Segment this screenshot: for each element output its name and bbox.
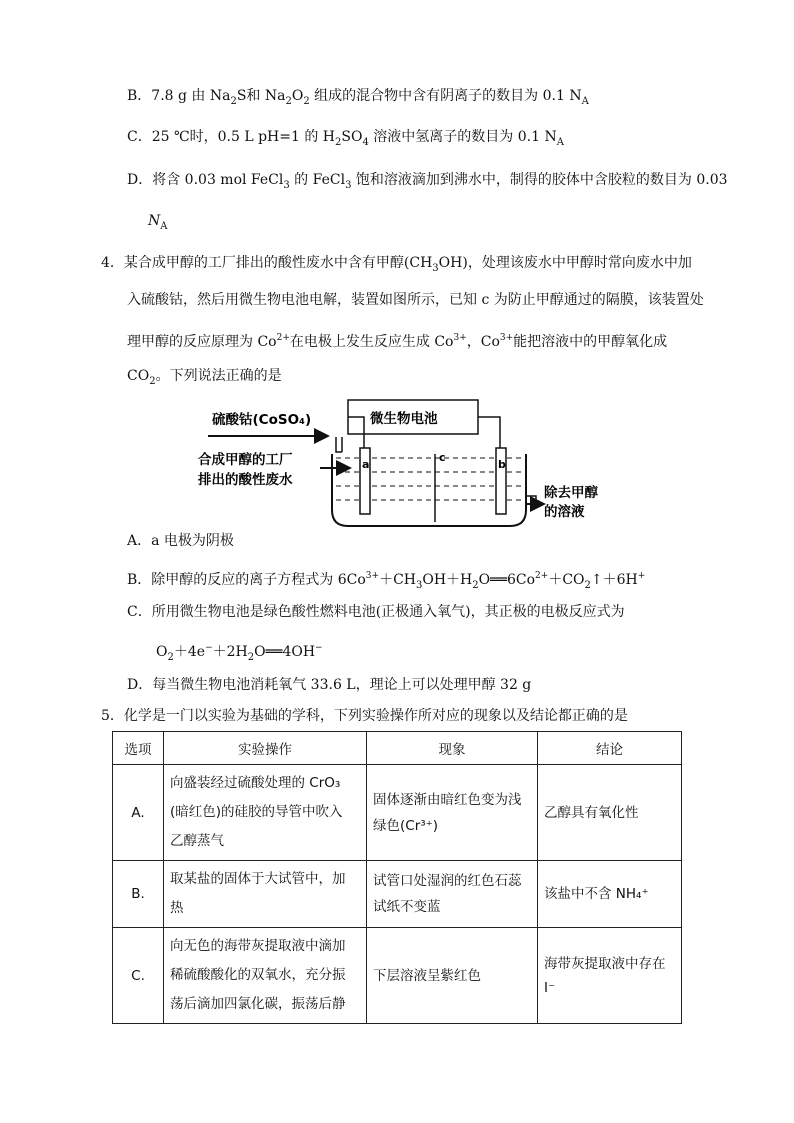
- row-a-operation-line-3: 乙醇蒸气: [170, 833, 224, 849]
- label-waste-water-2: 排出的酸性废水: [198, 472, 293, 488]
- row-b-phenomenon-line-1: 试管口处湿润的红色石蕊: [373, 873, 522, 889]
- row-c-conclusion-line-2: I⁻: [544, 979, 556, 996]
- q4-stem-line-4: $CO_2$。下列说法正确的是: [127, 368, 282, 387]
- q3-option-b: B．7.8 g 由 $Na_2S$和 $Na_2O_2$ 组成的混合物中含有阴离子的数目为 0.1 $N_A$: [127, 88, 589, 107]
- row-b-operation-line-2: 热: [170, 900, 184, 916]
- header-conclusion: 结论: [538, 732, 682, 765]
- header-operation: 实验操作: [164, 732, 367, 765]
- row-a-conclusion: 乙醇具有氧化性: [538, 765, 682, 861]
- row-a-option: A.: [113, 765, 164, 861]
- row-c-operation-line-2: 稀硫酸酸化的双氧水，充分振: [170, 967, 346, 983]
- row-b-option: B.: [113, 861, 164, 928]
- label-electrode-a: a: [362, 458, 370, 471]
- table-row: [113, 765, 682, 861]
- q3-option-c: C．25 ℃时，0.5 L pH=1 的 $H_2SO_4$ 溶液中氢离子的数目为 0.1 $N_A$: [127, 129, 564, 148]
- label-cobalt-sulfate: 硫酸钴(CoSO₄): [212, 412, 312, 428]
- row-a-operation-line-1: 向盛装经过硫酸处理的 CrO₃: [170, 775, 341, 791]
- q5-stem: 5．化学是一门以实验为基础的学科，下列实验操作所对应的现象以及结论都正确的是: [101, 708, 628, 724]
- row-c-operation: [164, 928, 367, 1024]
- row-b-operation: [164, 861, 367, 928]
- header-phenomenon: 现象: [367, 732, 538, 765]
- q3-option-d: D．将含 0.03 mol FeCl$_3$ 的 FeCl$_3$ 饱和溶液滴加到沸水中，制得的胶体中含胶粒的数目为 0.03: [127, 172, 728, 191]
- q4-option-a: A．a 电极为阴极: [127, 533, 234, 549]
- row-a-phenomenon-line-1: 固体逐渐由暗红色变为浅: [373, 791, 522, 808]
- q4-option-c-line-2: $O_2+4e^-+2H_2O══4OH^-$: [156, 643, 323, 663]
- q4-option-b: B．除甲醇的反应的离子方程式为 $6Co^{3+}+CH_3OH+H_2O══6Co^{2+}+CO_2↑+6H^+$: [127, 571, 646, 591]
- row-b-phenomenon-line-2: 试纸不变蓝: [373, 899, 441, 915]
- table-header-row: [113, 732, 682, 765]
- wire-to-b: [478, 417, 500, 448]
- row-c-conclusion-line-1: 海带灰提取液中存在: [544, 955, 666, 972]
- row-c-operation-line-1: 向无色的海带灰提取液中滴加: [170, 938, 346, 954]
- row-c-conclusion: [538, 928, 682, 1024]
- row-c-option: C.: [113, 928, 164, 1024]
- q4-stem-line-2: 入硫酸钴，然后用微生物电池电解，装置如图所示，已知 c 为防止甲醇通过的隔膜，该装置处: [127, 292, 704, 308]
- row-a-phenomenon: [367, 765, 538, 861]
- q3-option-d-continuation: $N_A$: [148, 213, 168, 232]
- experiment-table: [112, 731, 682, 1024]
- label-membrane-c: c: [439, 451, 446, 464]
- label-outlet-2: 的溶液: [544, 504, 585, 520]
- row-a-phenomenon-line-2: 绿色(Cr³⁺): [373, 817, 439, 834]
- row-a-operation: [164, 765, 367, 861]
- q4-option-c-line-1: C．所用微生物电池是绿色酸性燃料电池(正极通入氧气)，其正极的电极反应式为: [127, 604, 625, 620]
- label-outlet-1: 除去甲醇: [544, 485, 598, 501]
- header-option: 选项: [113, 732, 164, 765]
- row-b-conclusion: 该盐中不含 NH₄⁺: [538, 861, 682, 928]
- row-b-operation-line-1: 取某盐的固体于大试管中，加: [170, 871, 346, 887]
- row-c-phenomenon: 下层溶液呈紫红色: [367, 928, 538, 1024]
- label-waste-water-1: 合成甲醇的工厂: [198, 452, 293, 468]
- outlet-pipe: [526, 496, 536, 504]
- label-electrode-b: b: [498, 458, 506, 471]
- table-row: [113, 928, 682, 1024]
- electrolysis-diagram: [180, 392, 620, 532]
- row-c-operation-line-3: 荡后滴加四氯化碳，振荡后静: [170, 996, 346, 1012]
- row-b-phenomenon: [367, 861, 538, 928]
- q4-option-d: D．每当微生物电池消耗氧气 33.6 L，理论上可以处理甲醇 32 g: [127, 677, 532, 693]
- inlet-pipe-upper: [336, 437, 342, 452]
- label-microbial-battery: 微生物电池: [370, 411, 438, 427]
- table-row: [113, 861, 682, 928]
- q4-stem-line-1: 4．某合成甲醇的工厂排出的酸性废水中含有甲醇$(CH_3OH)$，处理该废水中甲醇时常向废水中加: [101, 255, 692, 274]
- q4-stem-line-3: 理甲醇的反应原理为 $Co^{2+}$在电极上发生反应生成 $Co^{3+}$，$Co^{3+}$能把溶液中的甲醇氧化成: [127, 333, 668, 350]
- row-a-operation-line-2: (暗红色)的硅胶的导管中吹入: [170, 804, 343, 820]
